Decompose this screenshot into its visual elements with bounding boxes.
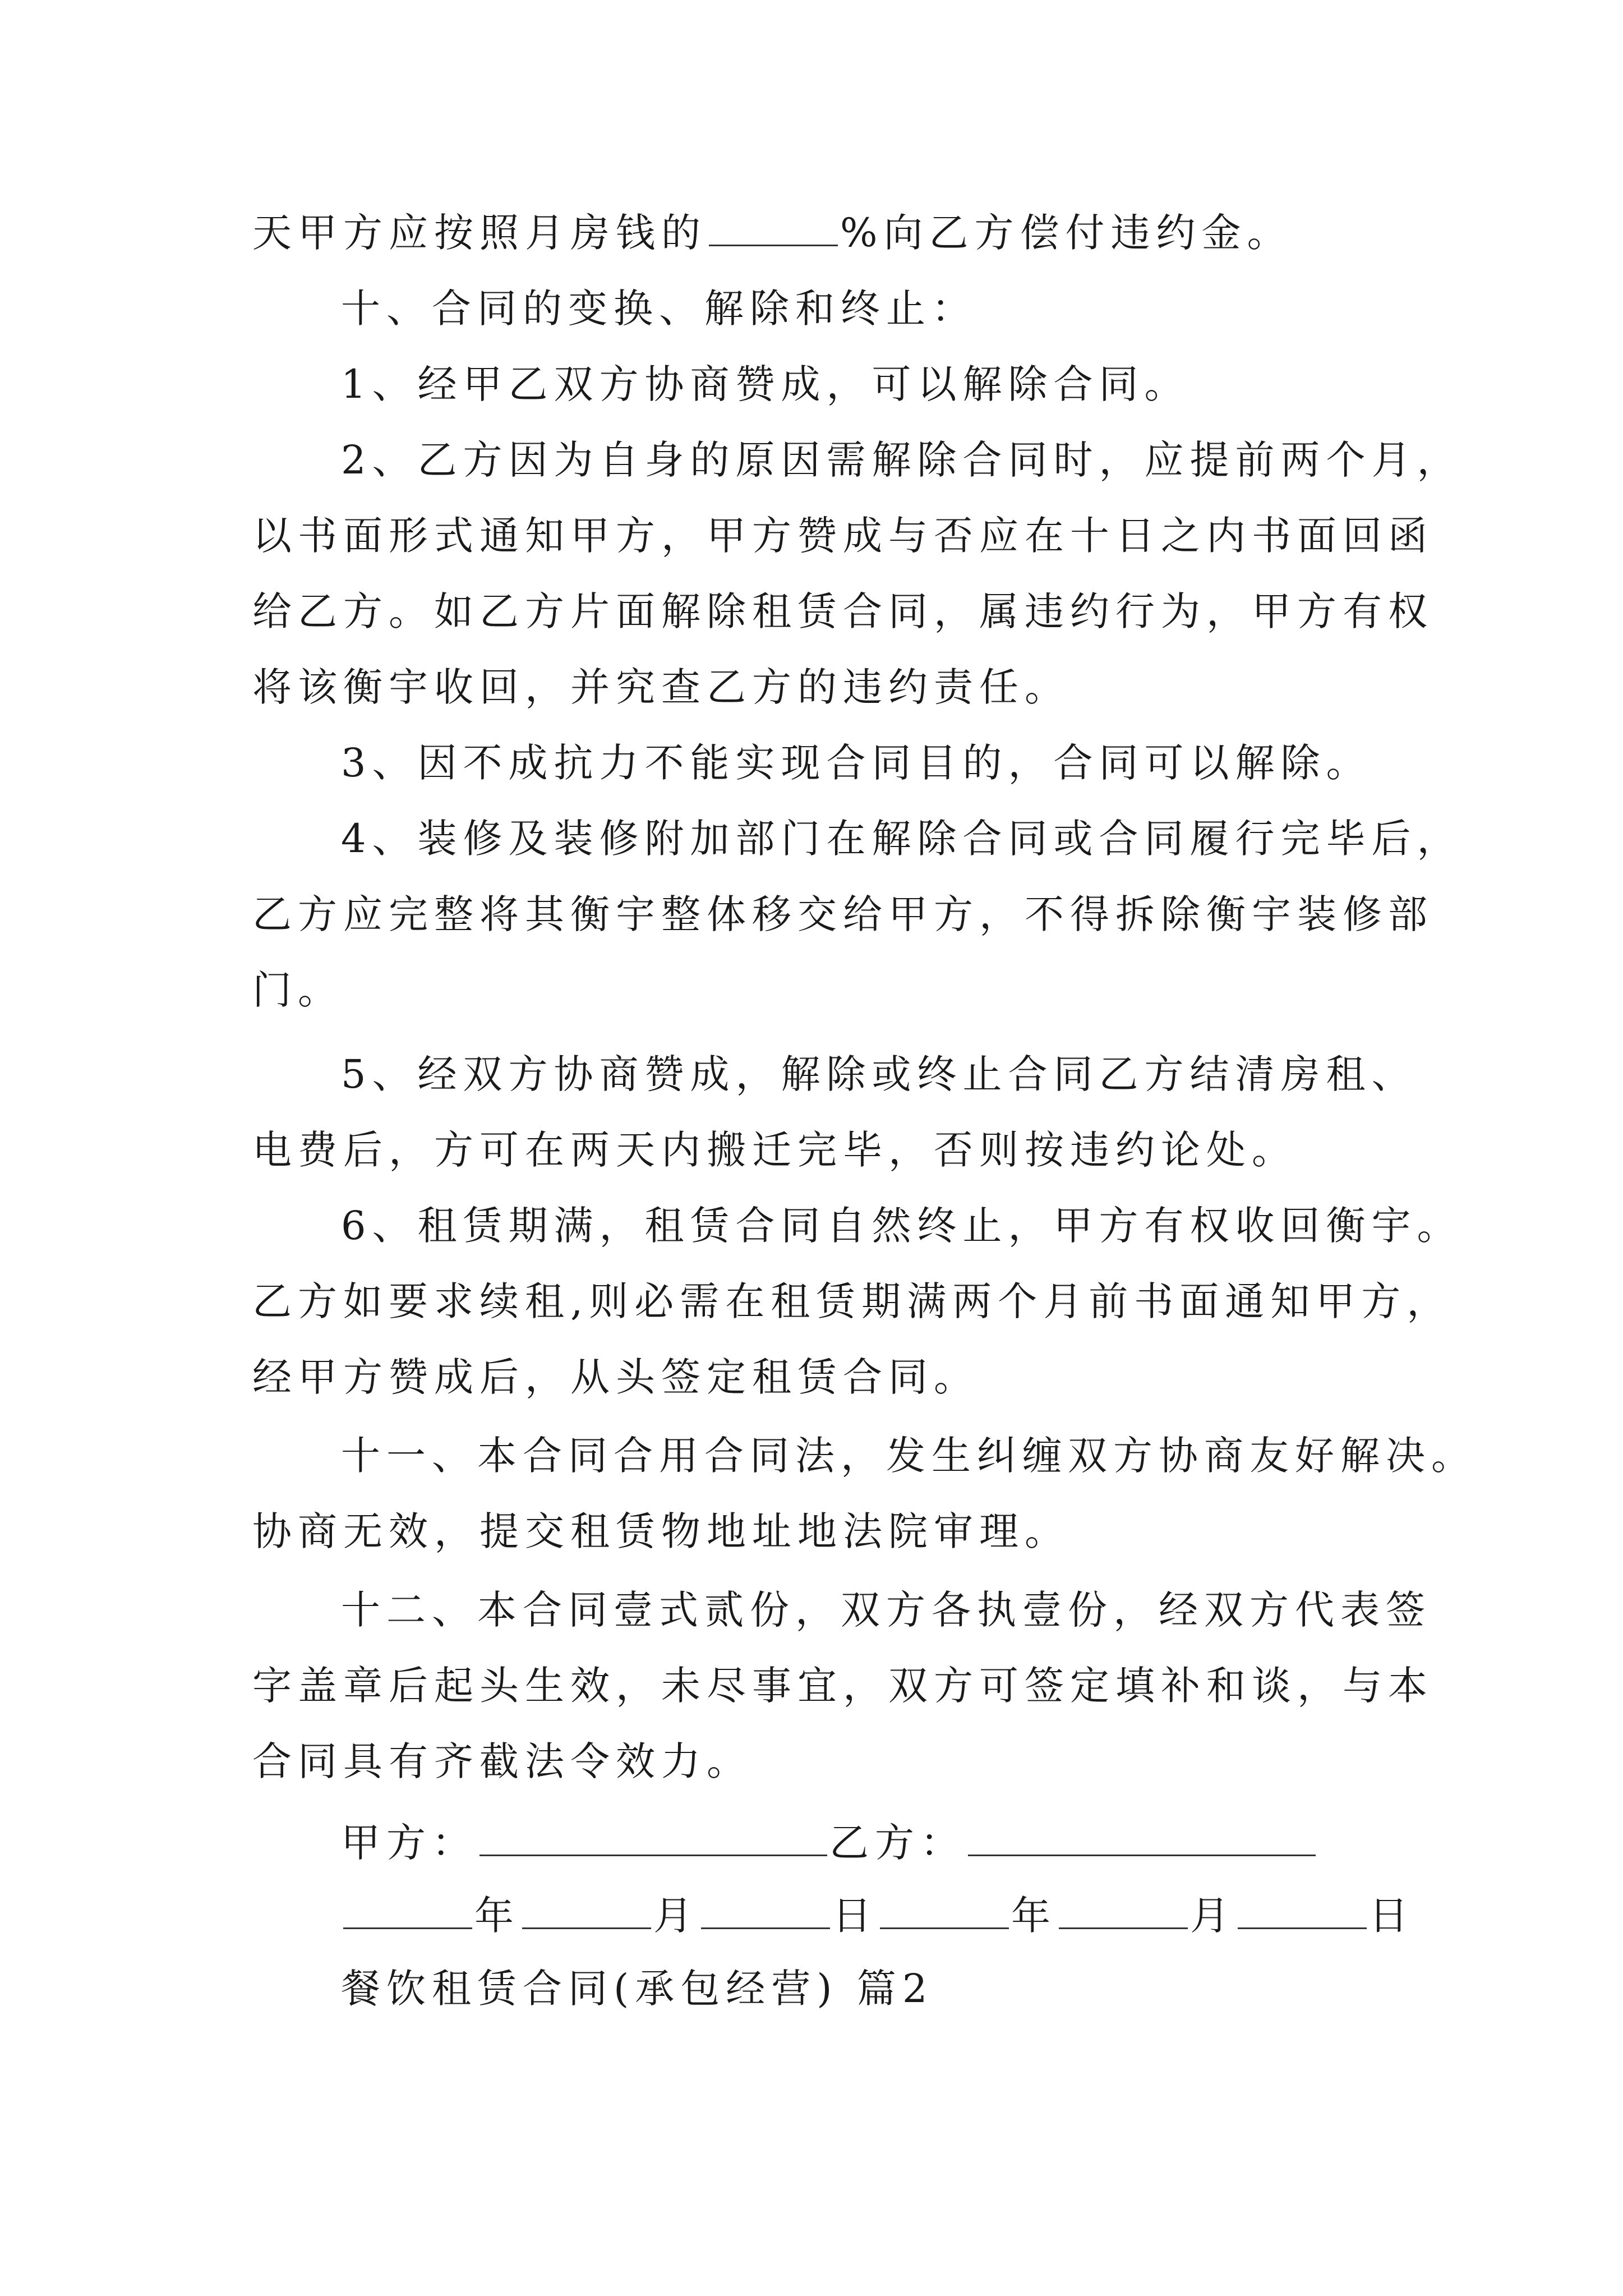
paragraph-line: 将该衡宇收回，并究查乙方的违约责任。 xyxy=(252,664,1070,710)
paragraph-line: 合同具有齐截法令效力。 xyxy=(252,1738,752,1784)
paragraph-line: 5、经双方协商赞成，解除或终止合同乙方结清房租、 xyxy=(341,1051,1417,1097)
paragraph-line: 4、装修及装修附加部门在解除合同或合同履行完毕后， xyxy=(341,816,1463,862)
year-label: 年 xyxy=(1011,1893,1057,1939)
party-b-day-field xyxy=(1238,1894,1367,1929)
paragraph-line: 乙方应完整将其衡宇整体移交给甲方，不得拆除衡宇装修部 xyxy=(252,891,1433,937)
paragraph-line: 字盖章后起头生效，未尽事宜，双方可签定填补和谈，与本 xyxy=(252,1663,1433,1709)
section-heading: 十、合同的变换、解除和终止： xyxy=(341,286,977,332)
party-a-month-field xyxy=(522,1894,651,1929)
party-a-day-field xyxy=(701,1894,830,1929)
paragraph-line: 经甲方赞成后，从头签定租赁合同。 xyxy=(252,1354,979,1400)
party-b-year-field xyxy=(880,1894,1009,1929)
party-a-year-field xyxy=(343,1894,472,1929)
paragraph-line: 以书面形式通知甲方，甲方赞成与否应在十日之内书面回函 xyxy=(252,513,1433,559)
party-a-label: 甲方： xyxy=(341,1820,477,1866)
signature-line xyxy=(341,1812,1318,1874)
line-text: 天甲方应按照月房钱的 xyxy=(252,210,707,256)
next-section-title: 餐饮租赁合同(承包经营) 篇2 xyxy=(341,1966,934,2012)
paragraph-line: 1、经甲乙双方协商赞成，可以解除合同。 xyxy=(341,361,1190,407)
paragraph-line: 门。 xyxy=(252,967,343,1013)
month-label: 月 xyxy=(1190,1893,1235,1939)
party-b-label: 乙方： xyxy=(829,1820,966,1866)
paragraph-line: 协商无效，提交租赁物地址地法院审理。 xyxy=(252,1508,1070,1554)
paragraph-line: 3、因不成抗力不能实现合同目的，合同可以解除。 xyxy=(341,740,1372,786)
paragraph-line: 电费后，方可在两天内搬迁完毕，否则按违约论处。 xyxy=(252,1127,1297,1173)
line-text: %向乙方偿付违约金。 xyxy=(840,210,1293,256)
day-label: 日 xyxy=(1369,1893,1414,1939)
day-label: 日 xyxy=(832,1893,878,1939)
party-b-month-field xyxy=(1059,1894,1188,1929)
paragraph-line xyxy=(252,202,1293,264)
section-heading: 十二、本合同壹式贰份，双方各执壹份，经双方代表签 xyxy=(341,1587,1431,1633)
blank-field xyxy=(709,211,838,246)
paragraph-line: 乙方如要求续租,则必需在租赁期满两个月前书面通知甲方， xyxy=(252,1278,1453,1324)
section-heading: 十一、本合同合用合同法，发生纠缠双方协商友好解决。 xyxy=(341,1433,1477,1479)
paragraph-line: 6、租赁期满，租赁合同自然终止，甲方有权收回衡宇。 xyxy=(341,1203,1463,1249)
paragraph-line: 给乙方。如乙方片面解除租赁合同，属违约行为，甲方有权 xyxy=(252,588,1433,634)
month-label: 月 xyxy=(653,1893,699,1939)
paragraph-line: 2、乙方因为自身的原因需解除合同时，应提前两个月， xyxy=(341,437,1463,483)
party-b-signature-field xyxy=(968,1821,1316,1856)
party-a-signature-field xyxy=(479,1821,827,1856)
year-label: 年 xyxy=(474,1893,520,1939)
date-line xyxy=(341,1885,1414,1947)
